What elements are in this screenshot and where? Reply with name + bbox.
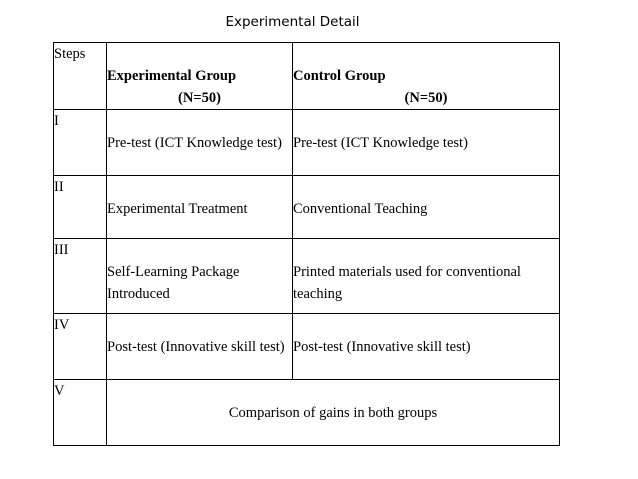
experimental-detail-table	[53, 42, 560, 446]
table-row	[54, 239, 560, 314]
control-cell-text: Printed materials used for conventional teaching	[293, 264, 521, 302]
table-row	[54, 176, 560, 239]
page-title: Experimental Detail	[225, 14, 360, 30]
control-cell-text: Conventional Teaching	[293, 201, 428, 217]
control-cell	[293, 314, 560, 380]
table-row	[54, 314, 560, 380]
comparison-cell	[107, 380, 560, 446]
control-group-n: (N=50)	[404, 90, 448, 106]
experimental-cell-text: Pre-test (ICT Knowledge test)	[107, 135, 282, 151]
experimental-cell	[107, 239, 293, 314]
control-cell-text: Post-test (Innovative skill test)	[293, 339, 471, 355]
control-cell	[293, 239, 560, 314]
step-label: I	[54, 110, 107, 176]
control-cell	[293, 176, 560, 239]
step-label: III	[54, 239, 107, 314]
header-row	[54, 43, 560, 110]
step-label: V	[54, 380, 107, 446]
experimental-cell-text: Post-test (Innovative skill test)	[107, 339, 285, 355]
experimental-cell	[107, 314, 293, 380]
control-group-label: Control Group	[293, 68, 386, 84]
experimental-cell	[107, 176, 293, 239]
steps-header: Steps	[54, 43, 107, 110]
experimental-group-label: Experimental Group	[107, 68, 237, 84]
table-row	[54, 110, 560, 176]
experimental-group-header	[107, 43, 293, 110]
step-label: II	[54, 176, 107, 239]
comparison-text: Comparison of gains in both groups	[228, 405, 438, 421]
step-label: IV	[54, 314, 107, 380]
control-cell	[293, 110, 560, 176]
control-group-header	[293, 43, 560, 110]
experimental-cell	[107, 110, 293, 176]
experimental-cell-text: Experimental Treatment	[107, 201, 248, 217]
table-row	[54, 380, 560, 446]
experimental-cell-text: Self-Learning Package Introduced	[107, 264, 240, 302]
control-cell-text: Pre-test (ICT Knowledge test)	[293, 135, 468, 151]
experimental-group-n: (N=50)	[178, 90, 221, 106]
